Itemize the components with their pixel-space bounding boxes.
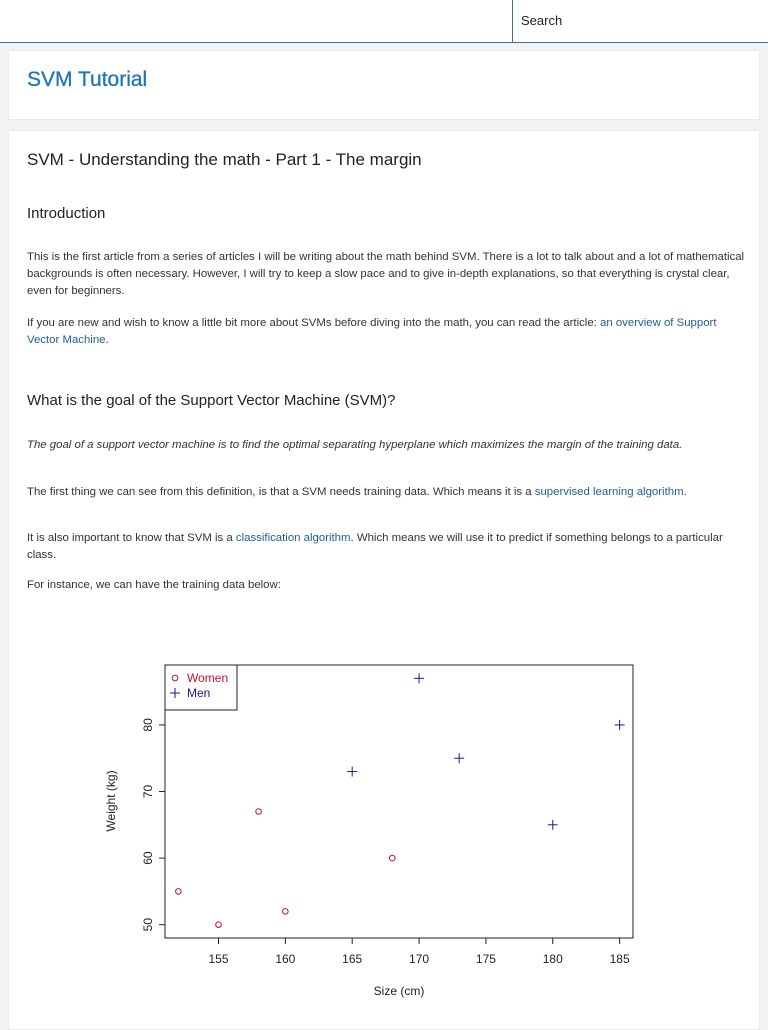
paragraph-text-end: . Which means we will use it to predict if something belongs to a particular class. (27, 532, 723, 561)
article-title: SVM - Understanding the math - Part 1 - The margin (27, 150, 422, 169)
x-tick-label: 170 (409, 952, 430, 966)
legend-label-men: Men (187, 686, 211, 700)
goal-heading: What is the goal of the Support Vector Machine (SVM)? (27, 392, 396, 409)
paragraph-text-end: . (105, 334, 109, 346)
paragraph-text: If you are new and wish to know a little bit more about SVMs before diving into the math, you can read the article: (27, 317, 601, 329)
svm-definition-paragraph: The goal of a support vector machine is to find the optimal separating hyperplane which maximizes the margin of the training data. (27, 439, 683, 451)
x-tick-label: 175 (475, 952, 496, 966)
top-bar (0, 0, 768, 43)
paragraph-text: It is also important to know that SVM is a (27, 532, 236, 544)
classification-paragraph (27, 530, 749, 564)
y-tick-label: 70 (141, 784, 155, 799)
x-tick-label: 185 (609, 952, 630, 966)
scatter-chart (88, 640, 678, 1024)
paragraph-text-end: . (683, 486, 687, 498)
site-title-link[interactable]: SVM Tutorial (27, 68, 148, 91)
training-data-paragraph (27, 484, 749, 501)
training-data-intro-paragraph: For instance, we can have the training data below: (27, 579, 281, 591)
intro-paragraph-1: This is the first article from a series of articles I will be writing about the math behind SVM. There is a lot to talk about and a lot of mathematical backgrounds is often necessary. However, I will try to keep a slow pace and to give in-depth explanations, so that everything is crystal clear, even for beginners. (27, 251, 745, 297)
y-tick-label: 50 (141, 918, 155, 932)
x-tick-label: 155 (208, 952, 229, 966)
site-header (8, 50, 760, 120)
legend (165, 665, 237, 710)
legend-label-women: Women (187, 671, 229, 685)
y-tick-label: 80 (141, 718, 155, 732)
x-tick-label: 160 (275, 952, 296, 966)
search-input[interactable] (513, 0, 763, 40)
introduction-heading: Introduction (27, 205, 106, 222)
x-axis-label: Size (cm) (373, 984, 425, 998)
x-tick-label: 180 (542, 952, 563, 966)
paragraph-text: The first thing we can see from this definition, is that a SVM needs training data. Which means it is a (27, 486, 535, 498)
y-tick-label: 60 (141, 851, 155, 865)
classification-algorithm-link[interactable]: classification algorithm (235, 532, 351, 544)
overview-article-link[interactable]: an overview of Support Vector Machine (27, 317, 717, 346)
y-axis-label: Weight (kg) (104, 770, 118, 832)
supervised-learning-link[interactable]: supervised learning algorithm (534, 486, 684, 498)
x-tick-label: 165 (342, 952, 363, 966)
intro-paragraph-2 (27, 315, 749, 349)
